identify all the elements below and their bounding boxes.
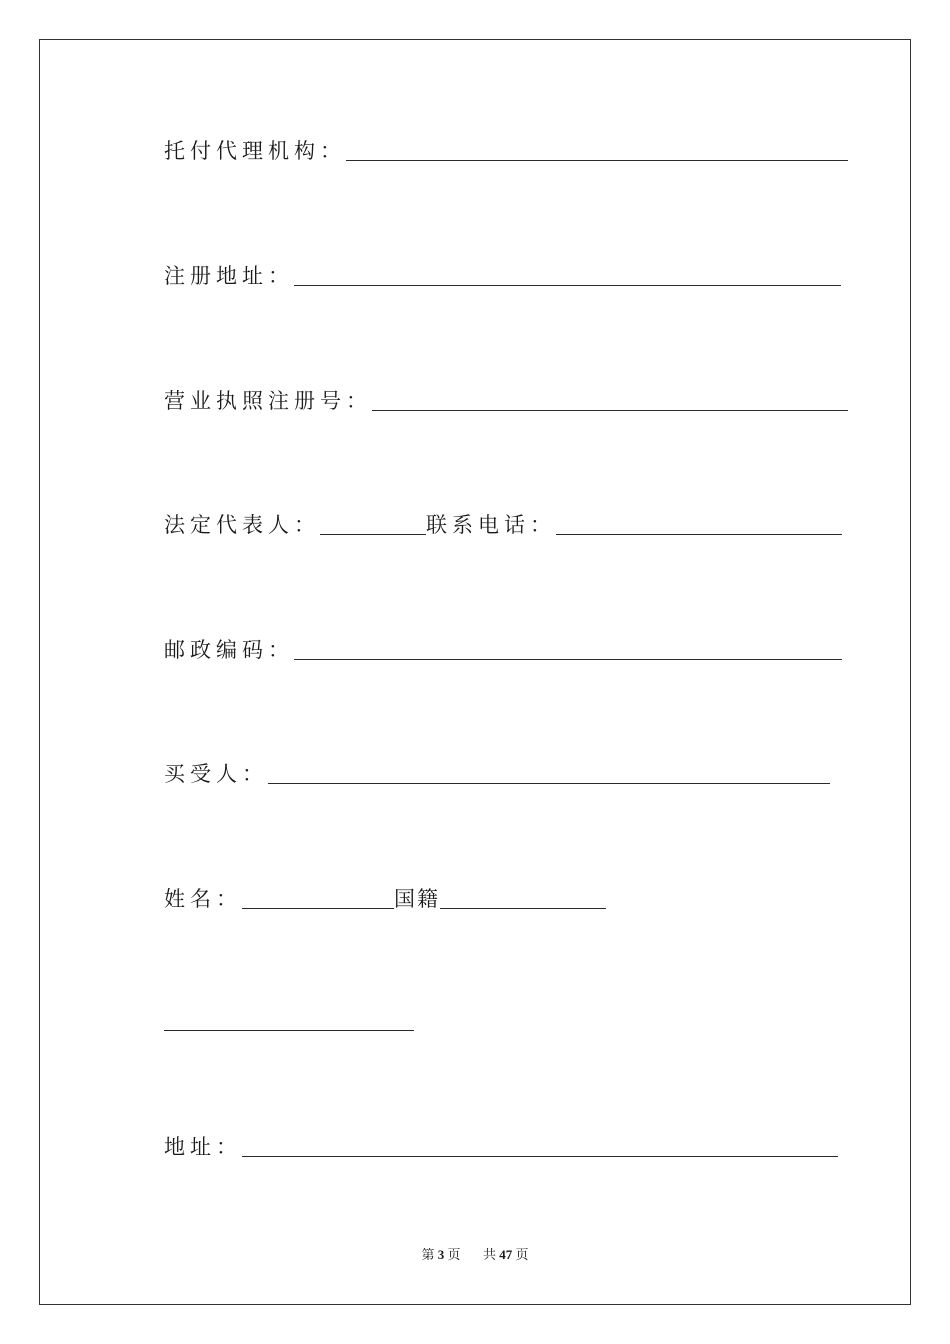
buyer-field[interactable] [268, 783, 830, 784]
address-label: 地址： [164, 1135, 242, 1159]
nationality-field[interactable] [440, 908, 606, 909]
license-no-row [164, 381, 848, 413]
phone-label: 联系电话： [426, 513, 556, 537]
nationality-label: 国籍 [394, 887, 440, 911]
total-suffix: 页 [515, 1247, 529, 1262]
nationality-continuation-line[interactable] [164, 1030, 414, 1031]
address-row [164, 1127, 838, 1159]
page-current: 3 [437, 1247, 445, 1262]
postal-code-field[interactable] [294, 659, 842, 660]
postal-code-label: 邮政编码： [164, 638, 294, 662]
address-field[interactable] [242, 1156, 838, 1157]
agency-field[interactable] [346, 160, 848, 161]
reg-address-label: 注册地址： [164, 264, 294, 288]
page-prefix: 第 [421, 1247, 435, 1262]
phone-field[interactable] [556, 534, 842, 535]
legal-rep-label: 法定代表人： [164, 513, 320, 537]
legal-rep-field[interactable] [320, 534, 426, 535]
page-border [39, 39, 911, 1305]
agency-label: 托付代理机构： [164, 139, 346, 163]
name-field[interactable] [242, 908, 394, 909]
legal-rep-row [164, 505, 842, 537]
buyer-label: 买受人： [164, 762, 268, 786]
reg-address-row [164, 256, 841, 288]
license-no-label: 营业执照注册号： [164, 389, 372, 413]
name-label: 姓名： [164, 887, 242, 911]
name-row [164, 879, 606, 911]
page-suffix: 页 [447, 1247, 461, 1262]
page-footer [0, 1247, 950, 1263]
buyer-row [164, 754, 830, 786]
reg-address-field[interactable] [294, 285, 841, 286]
license-no-field[interactable] [372, 410, 848, 411]
total-prefix: 共 [483, 1247, 497, 1262]
postal-code-row [164, 630, 842, 662]
agency-row [164, 131, 848, 163]
page-total: 47 [499, 1247, 513, 1262]
